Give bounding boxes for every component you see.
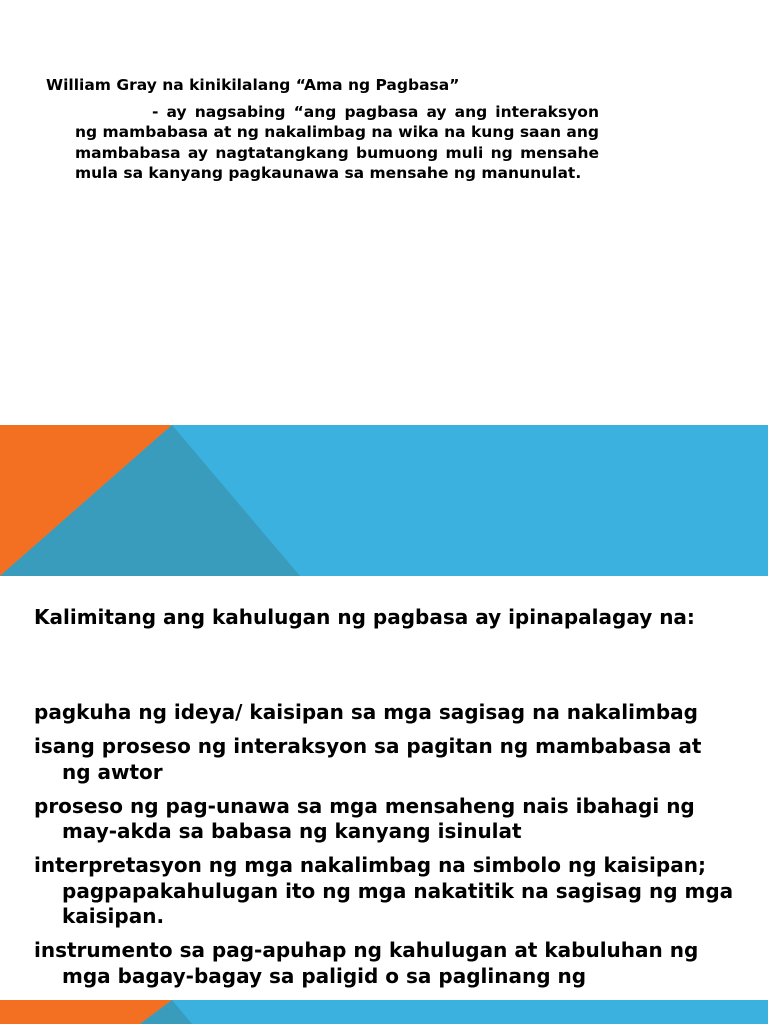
slide-2-heading: Kalimitang ang kahulugan ng pagbasa ay ipinapalagay na:: [34, 605, 695, 629]
definition-list: [34, 700, 734, 998]
definition-item: proseso ng pag-unawa sa mga mensaheng nais ibahagi ng may-akda sa babasa ng kanyang isinulat: [34, 793, 695, 843]
slide-divider-banner: [0, 425, 768, 576]
slide-1: [0, 0, 768, 425]
next-slide-banner: [0, 1000, 768, 1024]
slide-1-quote-paragraph: - ay nagsabing “ang pagbasa ay ang interaksyon ng mambabasa at ng nakalimbag na wika na kung saan ang mambabasa ay nagtatangkang bumuong muli ng mensahe mula sa kanyang pagkaunawa sa mensahe ng manunulat.: [75, 103, 599, 183]
definition-item: interpretasyon ng mga nakalimbag na simbolo ng kaisipan; pagpapakahulugan ito ng mga nakatitik na sagisag ng mga kaisipan.: [34, 853, 734, 928]
definition-item: isang proseso ng interaksyon sa pagitan ng mambabasa at ng awtor: [34, 734, 702, 784]
definition-item: pagkuha ng ideya/ kaisipan sa mga sagisag na nakalimbag: [34, 700, 698, 724]
definition-item: instrumento sa pag-apuhap ng kahulugan at kabuluhan ng mga bagay-bagay sa paligid o sa paglinang ng: [34, 938, 699, 988]
slide-2: [0, 576, 768, 1000]
slide-1-heading: William Gray na kinikilalang “Ama ng Pagbasa”: [46, 76, 460, 94]
